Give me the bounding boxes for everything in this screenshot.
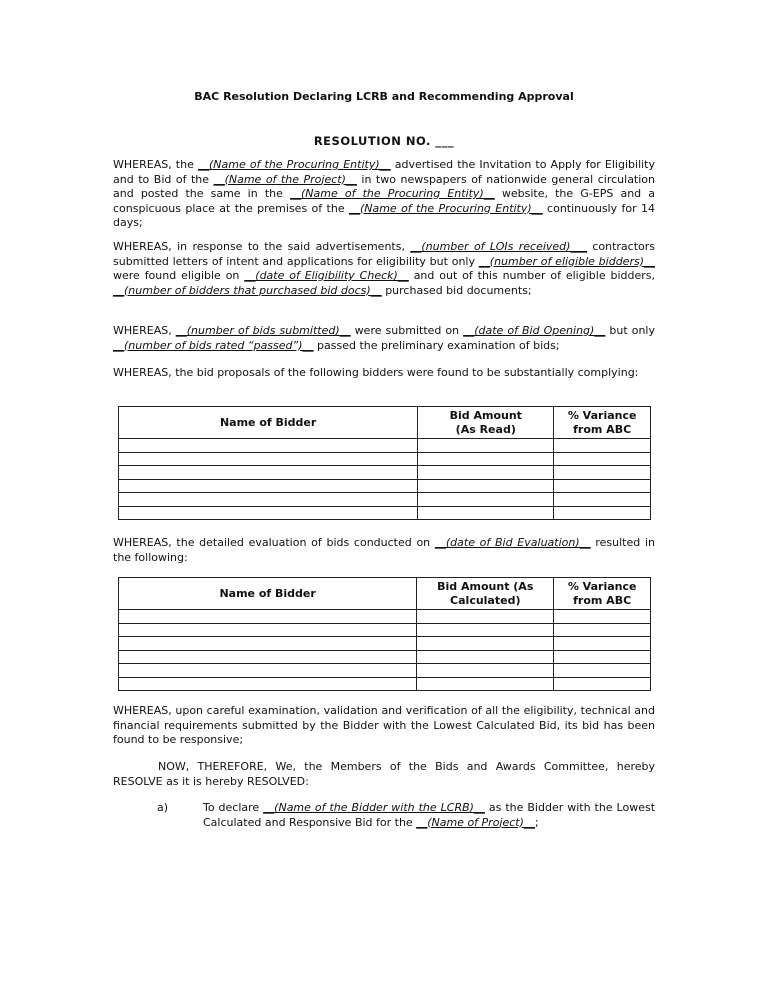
variance-cell	[554, 610, 651, 624]
variance-cell	[554, 479, 651, 493]
table-row	[119, 664, 651, 678]
blank-bid-opening-date: __(date of Bid Opening)__	[463, 324, 606, 337]
table-row	[119, 623, 651, 637]
variance-cell	[554, 493, 651, 507]
paragraph-complying: WHEREAS, the bid proposals of the following bidders were found to be substantially complying:	[113, 366, 639, 379]
variance-cell	[554, 452, 651, 466]
bid-amount-cell	[418, 452, 554, 466]
variance-cell	[554, 664, 651, 678]
bidder-name-cell	[119, 493, 418, 507]
paragraph-resolve: NOW, THEREFORE, We, the Members of the Bids and Awards Committee, hereby RESOLVE as it is hereby RESOLVED:	[113, 760, 655, 788]
blank-procuring-entity: __(Name of the Procuring Entity)__	[197, 158, 391, 171]
blank-bids-submitted: __(number of bids submitted)__	[175, 324, 351, 337]
table-row	[119, 493, 651, 507]
paragraph-evaluation: WHEREAS, the detailed evaluation of bids conducted on __(date of Bid Evaluation)__ resulted in the following:	[113, 536, 655, 564]
blank-eligible-bidders: __(number of eligible bidders)__	[478, 254, 655, 268]
bidder-name-cell	[119, 637, 417, 651]
header-bid-amount: Bid Amount (As Calculated)	[417, 578, 554, 610]
paragraph-advertisement: WHEREAS, the __(Name of the Procuring Entity)__ advertised the Invitation to Apply for Eligibility and to Bid of the __(Name of the Project)__ in two newspapers of nationwide general circulation and posted the same in the __(Name of the Procuring Entity)__ website, the G-EPS and a conspicuous place at the premises of the __(Name of the Procuring Entity)__ continuously for 14 days;	[113, 158, 656, 229]
bidder-name-cell	[119, 623, 417, 637]
item-declare-lcrb: To declare __(Name of the Bidder with the LCRB)__ as the Bidder with the Lowest Calculated and Responsive Bid for the __(Name of Project)__;	[203, 801, 656, 829]
bidder-name-cell	[119, 439, 418, 453]
table-header-row	[119, 578, 651, 610]
paragraph-responsive: WHEREAS, upon careful examination, validation and verification of all the eligibility, technical and financial requirements submitted by the Bidder with the Lowest Calculated Bid, its bid has been found to be responsive;	[113, 704, 655, 746]
table-row	[119, 479, 651, 493]
blank-project-name: __(Name of Project)__	[416, 815, 535, 829]
header-bid-amount: Bid Amount (As Read)	[418, 407, 554, 439]
bids-as-calculated-table	[118, 577, 651, 691]
bid-amount-cell	[418, 439, 554, 453]
blank-lois-received: __(number of LOIs received)___	[410, 240, 587, 253]
variance-cell	[554, 466, 651, 480]
bid-amount-cell	[418, 466, 554, 480]
variance-cell	[554, 650, 651, 664]
variance-cell	[554, 637, 651, 651]
header-name-of-bidder: Name of Bidder	[119, 407, 418, 439]
blank-evaluation-date: __(date of Bid Evaluation)__	[434, 536, 591, 549]
table-row	[119, 466, 651, 480]
table-row	[119, 637, 651, 651]
bidder-name-cell	[119, 610, 417, 624]
bid-amount-cell	[417, 664, 554, 678]
bid-amount-cell	[417, 650, 554, 664]
bid-amount-cell	[417, 637, 554, 651]
bid-amount-cell	[417, 623, 554, 637]
blank-bid-docs-purchased: __(number of bidders that purchased bid docs)__	[113, 283, 382, 297]
bidder-name-cell	[119, 664, 417, 678]
header-name-of-bidder: Name of Bidder	[119, 578, 417, 610]
resolution-number: RESOLUTION NO. ___	[313, 134, 455, 148]
variance-cell	[554, 623, 651, 637]
bid-amount-cell	[418, 493, 554, 507]
paragraph-bid-opening: WHEREAS, __(number of bids submitted)__ were submitted on __(date of Bid Opening)__ but only __(number of bids rated “passed”)__ passed the preliminary examination of bids;	[113, 324, 655, 352]
header-variance: % Variance from ABC	[554, 578, 651, 610]
document-title: BAC Resolution Declaring LCRB and Recommending Approval	[194, 90, 574, 103]
variance-cell	[554, 506, 651, 520]
bids-as-read-table	[118, 406, 651, 520]
table-row	[119, 610, 651, 624]
paragraph-eligibility: WHEREAS, in response to the said advertisements, __(number of LOIs received)___ contractors submitted letters of intent and applications for eligibility but only __(number of eligible bidders)__ were found eligible on __(date of Eligibility Check)__ and out of this number of eligible bidders, __(number of bidders that purchased bid docs)__ purchased bid documents;	[113, 240, 656, 297]
bidder-name-cell	[119, 650, 417, 664]
blank-eligibility-date: __(date of Eligibility Check)__	[244, 269, 409, 282]
bid-amount-cell	[418, 506, 554, 520]
variance-cell	[554, 677, 651, 691]
table-row	[119, 506, 651, 520]
table-row	[119, 439, 651, 453]
table-row	[119, 677, 651, 691]
table-row	[119, 452, 651, 466]
bidder-name-cell	[119, 677, 417, 691]
blank-project-name: __(Name of the Project)__	[213, 172, 357, 186]
item-marker-a: a)	[157, 801, 169, 814]
table-row	[119, 650, 651, 664]
table-header-row	[119, 407, 651, 439]
bidder-name-cell	[119, 466, 418, 480]
header-variance: % Variance from ABC	[554, 407, 651, 439]
blank-bids-passed: __(number of bids rated “passed”)__	[113, 338, 314, 352]
bid-amount-cell	[418, 479, 554, 493]
variance-cell	[554, 439, 651, 453]
bidder-name-cell	[119, 506, 418, 520]
blank-procuring-entity: __(Name of the Procuring Entity)__	[290, 187, 495, 200]
bid-amount-cell	[417, 610, 554, 624]
bidder-name-cell	[119, 452, 418, 466]
blank-procuring-entity: __(Name of the Procuring Entity)__	[348, 201, 543, 215]
blank-bidder-lcrb: __(Name of the Bidder with the LCRB)__	[263, 801, 485, 814]
bidder-name-cell	[119, 479, 418, 493]
bid-amount-cell	[417, 677, 554, 691]
